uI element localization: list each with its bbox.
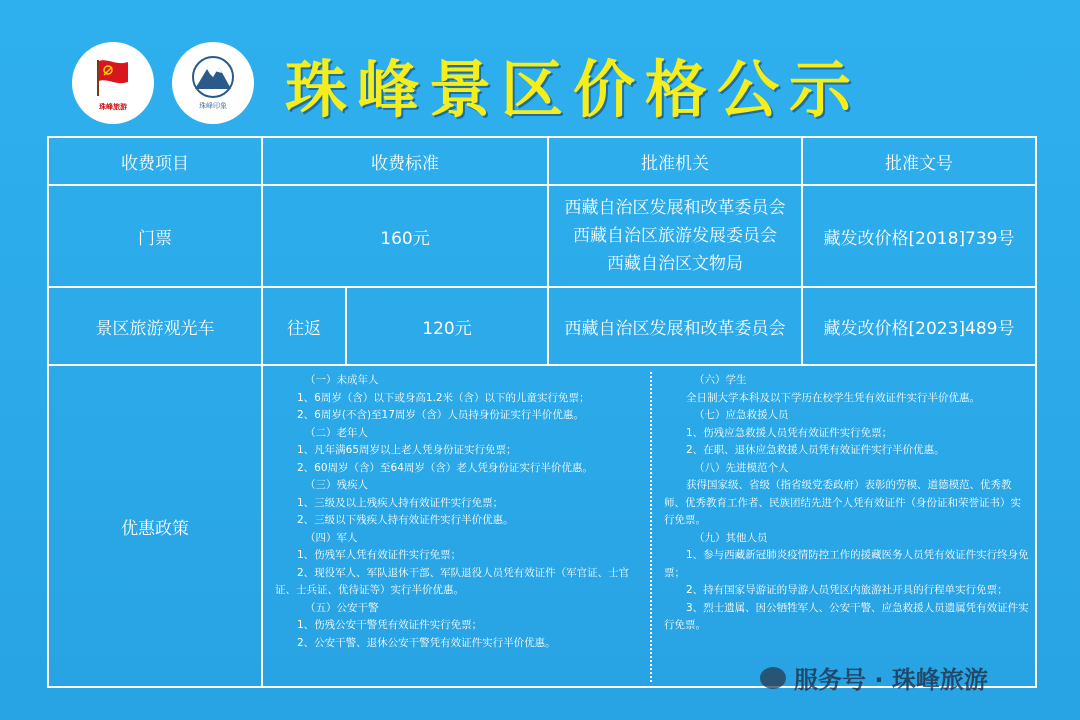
policy-item: 1、参与西藏新冠肺炎疫情防控工作的援藏医务人员凭有效证件实行终身免票； <box>664 549 1029 579</box>
bus-price: 120元 <box>346 287 548 365</box>
header-authority: 批准机关 <box>548 137 802 185</box>
policy-section-title: （六）学生 <box>694 374 747 386</box>
policy-item: 1、伤残公安干警凭有效证件实行免票； <box>297 619 483 631</box>
ticket-authority <box>548 185 802 287</box>
bus-item: 景区旅游观光车 <box>48 287 262 365</box>
header-doc: 批准文号 <box>802 137 1036 185</box>
policy-item: 2、6周岁(不含)至17周岁（含）人员持身份证实行半价优惠。 <box>297 409 584 421</box>
policy-section-title: （一）未成年人 <box>305 374 379 386</box>
left-logo-caption: 珠峰旅游 <box>99 103 127 111</box>
mountain-icon <box>189 55 237 99</box>
flag-icon <box>90 54 136 100</box>
policy-item: 2、在职、退休应急救援人员凭有效证件实行半价优惠。 <box>686 444 945 456</box>
authority-line: 西藏自治区发展和改革委员会 <box>564 198 786 218</box>
header-item: 收费项目 <box>48 137 262 185</box>
policy-item: 获得国家级、省级（指省级党委政府）表彰的劳模、道德模范、优秀教师、优秀教育工作者、民族团结先进个人凭有效证件（身份证和荣誉证书）实行免票。 <box>664 479 1021 526</box>
bus-authority: 西藏自治区发展和改革委员会 <box>548 287 802 365</box>
policy-item: 2、60周岁（含）至64周岁（含）老人凭身份证实行半价优惠。 <box>297 461 593 474</box>
header-row <box>48 137 1036 185</box>
policy-item: 1、6周岁（含）以下或身高1.2米（含）以下的儿童实行免票； <box>297 391 590 404</box>
right-logo-caption: 珠峰印象 <box>199 102 227 110</box>
wechat-watermark <box>760 660 988 695</box>
policy-section-title: （七）应急救援人员 <box>694 409 789 421</box>
ticket-price: 160元 <box>262 185 548 287</box>
watermark-text: 服务号 · 珠峰旅游 <box>794 666 988 694</box>
policy-item: 2、持有国家导游证的导游人员凭区内旅游社开具的行程单实行免票； <box>686 584 1008 596</box>
header-price: 收费标准 <box>262 137 548 185</box>
bus-trip: 往返 <box>262 287 346 365</box>
policy-item: 2、公安干警、退休公安干警凭有效证件实行半价优惠。 <box>297 636 556 649</box>
table-row <box>48 287 1036 365</box>
price-table <box>47 136 1037 688</box>
policy-item: 1、三级及以上残疾人持有效证件实行免票； <box>297 496 504 509</box>
policy-section-title: （九）其他人员 <box>694 531 768 544</box>
policy-section-title: （四）军人 <box>305 531 358 544</box>
policy-item: 1、伤残应急救援人员凭有效证件实行免票； <box>686 426 893 439</box>
table-row <box>48 185 1036 287</box>
policy-item: 1、凡年满65周岁以上老人凭身份证实行免票； <box>297 444 517 456</box>
policy-details <box>262 365 1036 687</box>
policy-item: 2、三级以下残疾人持有效证件实行半价优惠。 <box>297 514 514 526</box>
authority-line: 西藏自治区文物局 <box>607 254 743 274</box>
policy-item: 2、现役军人、军队退休干部、军队退役人员凭有效证件（军官证、士官证、士兵证、优待证等）实行半价优惠。 <box>275 566 630 596</box>
policy-item: 3、烈士遗属、因公牺牲军人、公安干警、应急救援人员遗属凭有效证件实行免票。 <box>664 601 1029 631</box>
policy-section-title: （八）先进模范个人 <box>694 461 789 474</box>
policy-right-column <box>650 372 1029 682</box>
policy-item: 1、伤残军人凭有效证件实行免票； <box>297 549 462 561</box>
policy-section-title: （二）老年人 <box>305 426 368 439</box>
bus-doc: 藏发改价格[2023]489号 <box>802 287 1036 365</box>
party-flag-logo <box>72 42 154 124</box>
policy-label: 优惠政策 <box>48 365 262 687</box>
policy-row <box>48 365 1036 687</box>
wechat-icon <box>760 667 786 689</box>
policy-section-title: （五）公安干警 <box>305 601 379 614</box>
mountain-emblem-logo <box>172 42 254 124</box>
page-title: 珠峰景区价格公示 <box>285 53 862 126</box>
policy-item: 全日制大学本科及以下学历在校学生凭有效证件实行半价优惠。 <box>686 391 980 404</box>
ticket-item: 门票 <box>48 185 262 287</box>
ticket-doc: 藏发改价格[2018]739号 <box>802 185 1036 287</box>
policy-left-column <box>275 372 650 682</box>
policy-section-title: （三）残疾人 <box>305 479 368 491</box>
authority-line: 西藏自治区旅游发展委员会 <box>573 226 777 246</box>
